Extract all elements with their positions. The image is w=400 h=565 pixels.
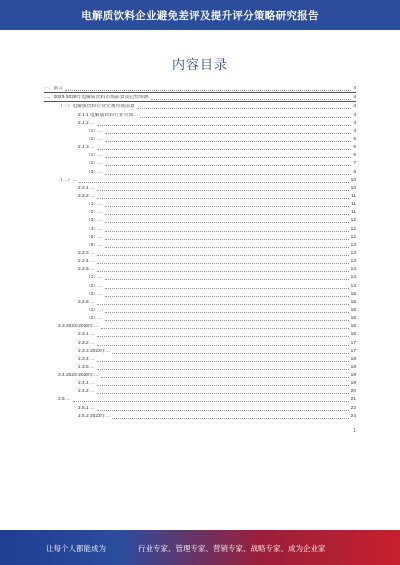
toc-leader-dots <box>105 287 349 289</box>
toc-entry[interactable] <box>44 167 356 175</box>
toc-leader-dots <box>105 132 351 134</box>
toc-entry-page: 12 <box>350 234 356 240</box>
toc-entry[interactable] <box>44 265 356 273</box>
toc-entry-page: 15 <box>350 299 356 305</box>
toc-leader-dots <box>140 116 351 118</box>
toc-entry-label: 2.3.4 … <box>78 356 95 362</box>
toc-entry-page: 19 <box>350 373 356 379</box>
toc-entry[interactable] <box>44 314 356 322</box>
toc-entry-label: 一、前言 <box>44 86 64 92</box>
toc-entry-label: 2.5.1 … <box>78 405 95 411</box>
toc-entry[interactable] <box>44 159 356 167</box>
toc-entry[interactable] <box>44 330 356 338</box>
toc-entry[interactable] <box>44 395 356 403</box>
toc-entry-page: 4 <box>353 95 356 101</box>
toc-entry-page: 11 <box>351 210 356 216</box>
toc-entry[interactable] <box>44 127 356 135</box>
toc-leader-dots <box>105 156 351 158</box>
toc-entry[interactable] <box>44 102 356 110</box>
toc-entry-page: 4 <box>353 128 356 134</box>
toc-leader-dots <box>151 98 352 100</box>
toc-leader-dots <box>101 327 349 329</box>
toc-entry-page: 19 <box>350 381 356 387</box>
toc-entry-label: （3）… <box>86 291 104 297</box>
toc-entry-page: 6 <box>353 153 356 159</box>
toc-leader-dots <box>105 205 349 207</box>
toc-entry[interactable] <box>44 387 356 395</box>
toc-entry-page: 22 <box>350 405 356 411</box>
toc-entry-page: 16 <box>350 316 356 322</box>
toc-leader-dots <box>105 164 351 166</box>
toc-entry[interactable] <box>44 363 356 371</box>
toc-entry-label: （3）… <box>86 169 104 175</box>
toc-entry[interactable] <box>44 338 356 346</box>
toc-entry-page: 4 <box>353 120 356 126</box>
page-footer <box>0 530 400 565</box>
toc-entry-label: （1）… <box>86 202 104 208</box>
toc-entry-label: 2.3 2023-2028年… <box>58 324 99 330</box>
toc-entry-page: 13 <box>350 242 356 248</box>
toc-entry-page: 13 <box>350 250 356 256</box>
toc-entry-label: 2.5 … <box>58 397 71 403</box>
toc-leader-dots <box>105 238 349 240</box>
toc-leader-dots <box>105 230 349 232</box>
toc-entry[interactable] <box>44 233 356 241</box>
toc-entry[interactable] <box>44 281 356 289</box>
toc-entry[interactable] <box>44 257 356 265</box>
toc-entry-page: 6 <box>353 145 356 151</box>
toc-leader-dots <box>97 344 349 346</box>
footer-slogan-right: 行业专家、管理专家、营销专家、战略专家、成为企业家 <box>138 544 326 553</box>
toc-entry-label: （1）… <box>86 153 104 159</box>
toc-entry-label: （一）电解质饮料行业宏观市场前景 <box>58 104 135 110</box>
toc-entry-page: 16 <box>350 324 356 330</box>
toc-entry[interactable] <box>44 200 356 208</box>
header-title: 电解质饮料企业避免差评及提升评分策略研究报告 <box>81 9 319 22</box>
toc-entry-label: 2.3.2 … <box>78 340 95 346</box>
toc-leader-dots <box>105 246 349 248</box>
toc-leader-dots <box>105 173 351 175</box>
toc-entry-label: 2.5.2 2023年… <box>78 413 111 419</box>
toc-entry-page: 14 <box>350 267 356 273</box>
toc-entry-page: 10 <box>350 185 356 191</box>
toc-entry[interactable] <box>44 249 356 257</box>
toc-entry-label: （2）… <box>86 210 104 216</box>
toc-entry-label: （1）… <box>86 307 104 313</box>
toc-entry-label: 2.2.5 … <box>78 267 95 273</box>
toc-leader-dots <box>97 392 349 394</box>
toc-entry-label: （2）… <box>86 283 104 289</box>
toc-leader-dots <box>97 384 349 386</box>
toc-entry-page: 12 <box>350 218 356 224</box>
toc-leader-dots <box>97 148 352 150</box>
toc-entry-page: 11 <box>351 193 356 199</box>
toc-entry-label: 2.4.1 … <box>78 381 95 387</box>
toc-entry-page: 24 <box>350 413 356 419</box>
toc-entry-label: 2.1.1 电解质饮料行业市场… <box>78 112 138 118</box>
toc-entry-label: 2.2.2 … <box>78 193 95 199</box>
toc-entry-page: 13 <box>350 259 356 265</box>
toc-entry-label: （3）… <box>86 218 104 224</box>
toc-entry-page: 17 <box>350 348 356 354</box>
toc-entry[interactable] <box>44 151 356 159</box>
toc-entry-page: 4 <box>353 86 356 92</box>
toc-leader-dots <box>65 89 351 91</box>
toc-leader-dots <box>97 270 349 272</box>
toc-entry[interactable] <box>44 216 356 224</box>
toc-entry[interactable] <box>44 322 356 330</box>
toc-entry-page: 14 <box>350 283 356 289</box>
toc-entry-page: 14 <box>350 275 356 281</box>
toc-leader-dots <box>97 254 349 256</box>
toc-entry-page: 4 <box>353 112 356 118</box>
toc-entry-page: 18 <box>350 364 356 370</box>
toc-leader-dots <box>105 213 349 215</box>
toc-entry-label: 2.3.5 … <box>78 364 95 370</box>
toc-entry[interactable] <box>44 379 356 387</box>
toc-leader-dots <box>97 335 349 337</box>
toc-entry-label: 2.3.3 2023年… <box>78 348 111 354</box>
toc-entry-page: 8 <box>353 169 356 175</box>
toc-entry[interactable] <box>44 143 356 151</box>
toc-entry[interactable] <box>44 412 356 420</box>
toc-leader-dots <box>97 409 349 411</box>
toc-entry[interactable] <box>44 224 356 232</box>
toc-leader-dots <box>105 295 349 297</box>
toc-entry-label: 2.4.2 … <box>78 389 95 395</box>
toc-leader-dots <box>97 262 349 264</box>
toc-entry-page: 7 <box>353 161 356 167</box>
toc-entry[interactable] <box>44 176 356 184</box>
toc-entry[interactable] <box>44 208 356 216</box>
toc-entry[interactable] <box>44 119 356 127</box>
toc-entry-label: （1）… <box>86 128 104 134</box>
toc-leader-dots <box>101 376 349 378</box>
toc-leader-dots <box>105 311 349 313</box>
toc-entry-page: 16 <box>350 307 356 313</box>
toc-entry-page: 15 <box>350 291 356 297</box>
toc-entry-label: 二、2023-2028年电解质饮料市场前景及趋势预测 <box>44 95 149 101</box>
toc-entry[interactable] <box>44 110 356 118</box>
toc-leader-dots <box>97 124 352 126</box>
toc-leader-dots <box>97 303 349 305</box>
toc-leader-dots <box>97 189 349 191</box>
toc-entry-page: 11 <box>351 202 356 208</box>
toc-entry[interactable] <box>44 290 356 298</box>
toc-entry-page: 10 <box>350 177 356 183</box>
toc-entry-page: 5 <box>353 136 356 142</box>
toc-entry[interactable] <box>44 347 356 355</box>
toc-entry-label: 2.2.4 … <box>78 259 95 265</box>
toc-entry[interactable] <box>44 241 356 249</box>
toc-entry-label: （4）… <box>86 226 104 232</box>
footer-slogan-left: 让每个人都能成为 <box>46 544 106 553</box>
toc-entry[interactable] <box>44 93 356 102</box>
toc-entry[interactable] <box>44 403 356 411</box>
toc-entry[interactable] <box>44 184 356 192</box>
page-number: 1 <box>353 427 356 434</box>
toc-entry[interactable] <box>44 371 356 379</box>
toc-leader-dots <box>79 181 348 183</box>
toc-entry-page: 20 <box>350 389 356 395</box>
toc-entry[interactable] <box>44 273 356 281</box>
toc-entry[interactable] <box>44 306 356 314</box>
toc-leader-dots <box>97 360 349 362</box>
toc-leader-dots <box>97 197 349 199</box>
toc-entry-label: （1）… <box>86 275 104 281</box>
toc-entry-label: 2.4 2023-2028年… <box>58 373 99 379</box>
toc-entry-label: 2.2.1 … <box>78 185 95 191</box>
toc-leader-dots <box>105 278 349 280</box>
toc-entry-page: 18 <box>350 356 356 362</box>
toc-entry[interactable] <box>44 192 356 200</box>
toc-entry-label: 2.3.1 … <box>78 332 95 338</box>
toc-entry-label: （6）… <box>86 242 104 248</box>
toc-entry-page: 12 <box>350 226 356 232</box>
toc-leader-dots <box>105 319 349 321</box>
toc-entry[interactable] <box>44 135 356 143</box>
toc-entry-label: （2）… <box>86 161 104 167</box>
toc-title: 内容目录 <box>171 58 228 73</box>
toc-entry-page: 16 <box>350 332 356 338</box>
toc-entry[interactable] <box>44 298 356 306</box>
toc-list <box>44 84 356 434</box>
toc-leader-dots <box>73 400 349 402</box>
toc-leader-dots <box>112 417 348 419</box>
toc-entry-page: 4 <box>353 104 356 110</box>
toc-leader-dots <box>105 221 349 223</box>
toc-leader-dots <box>97 368 349 370</box>
page-header <box>0 0 400 30</box>
toc-entry-label: （5）… <box>86 234 104 240</box>
toc-leader-dots <box>105 140 351 142</box>
toc-leader-dots <box>137 107 352 109</box>
toc-entry-label: （2）… <box>86 316 104 322</box>
toc-entry-label: 2.1.3 … <box>78 145 95 151</box>
toc-leader-dots <box>112 352 348 354</box>
toc-entry-label: 2.2.6 … <box>78 299 95 305</box>
toc-entry-page: 21 <box>350 397 356 403</box>
toc-entry-label: （2）… <box>86 136 104 142</box>
toc-entry[interactable] <box>44 355 356 363</box>
toc-entry-label: （二）… <box>58 177 78 183</box>
toc-entry-page: 17 <box>350 340 356 346</box>
toc-entry-label: 2.1.2 … <box>78 120 95 126</box>
toc-entry[interactable] <box>44 84 356 93</box>
toc-entry-label: 2.2.3 … <box>78 250 95 256</box>
